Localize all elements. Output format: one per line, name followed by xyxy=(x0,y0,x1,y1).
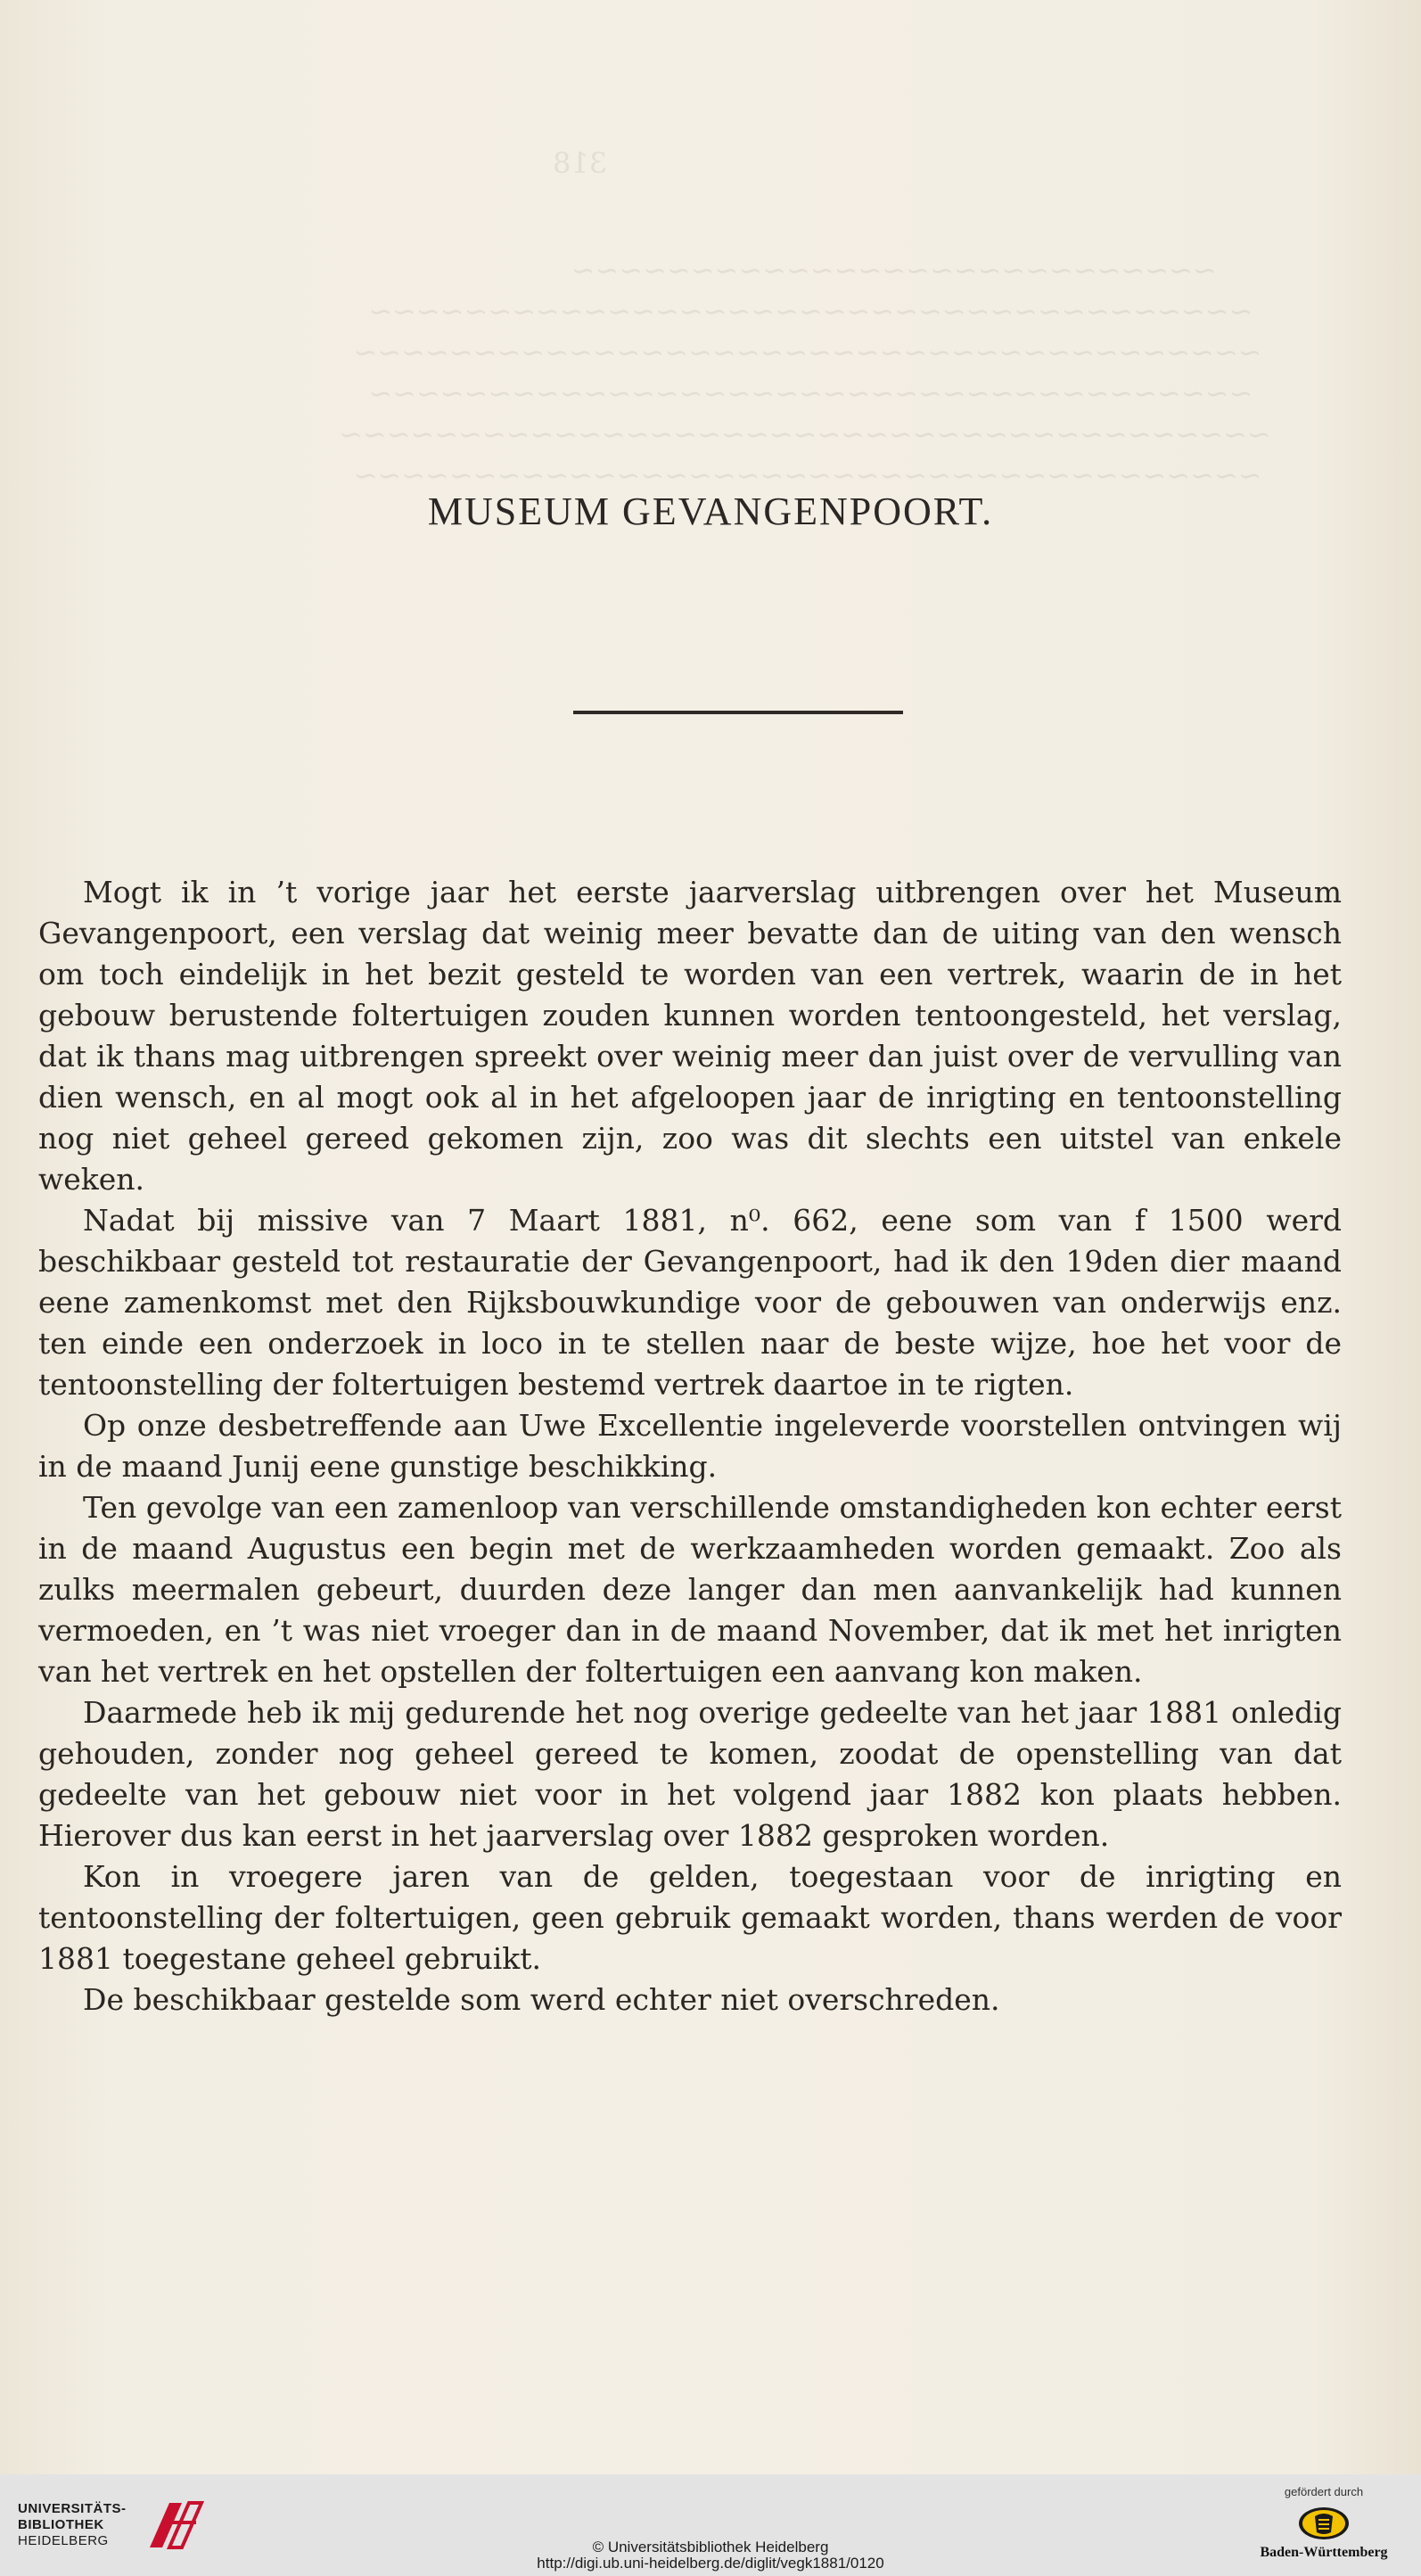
copyright-notice: © Universitätsbibliothek Heidelberg xyxy=(592,2539,829,2555)
title-divider xyxy=(573,711,903,714)
library-name-line: BIBLIOTHEK xyxy=(18,2517,104,2532)
bleed-through-text: ~~~~~~~~~~~~~~~~~~~~~~~~~~~ ~~~~~~~~~~~~~~~~~~~~~~~~~~~~~~~~~~~~~ ~~~~~~~~~~~~~~~~~~~~~~~~~~~~~~~~~~~~~~ ~~~~~~~~~~~~~~~~~~~~~~~~~~~~~~~~~~~~~ ~~~~~~~~~~~~~~~~~~~~~~~~~~~~~~~~~~~~~~~ ~~~~~~~~~~~~~~~~~~~~~~~~~~~~~~~~~~~~~~ xyxy=(339,253,1271,492)
paragraph: Ten gevolge van een zamenloop van verschillende omstandigheden kon echter eerst in de maand Augustus een begin met de werkzaamheden worden gemaakt. Zoo als zulks meermalen gebeurt, duurden deze langer dan men aanvankelijk had kunnen vermoeden, en ’t was niet vroeger dan in de maand November, dat ik met het inrigten van het vertrek en het opstellen der foltertuigen een aanvang kon maken. xyxy=(38,1490,1342,1689)
library-name-line: HEIDELBERG xyxy=(18,2533,109,2548)
funded-by-label: gefördert durch xyxy=(1284,2485,1364,2498)
bleed-through-text: 318 xyxy=(553,146,662,180)
document-body xyxy=(38,872,1342,2020)
viewer-footer xyxy=(0,2474,1421,2576)
paragraph: Kon in vroegere jaren van de gelden, toegestaan voor de inrigting en tentoonstelling der foltertuigen, geen gebruik gemaakt worden, thans werden de voor 1881 toegestane geheel gebruikt. xyxy=(38,1859,1342,1976)
paragraph: Nadat bij missive van 7 Maart 1881, n⁰. 662, eene som van f 1500 werd beschikbaar gesteld tot restauratie der Gevangenpoort, had ik den 19den dier maand eene zamenkomst met den Rijksbouwkundige voor de gebouwen van onderwijs enz. ten einde een onderzoek in loco in te stellen naar de beste wijze, hoe het voor de tentoonstelling der foltertuigen bestemd vertrek daartoe in te rigten. xyxy=(38,1203,1342,1402)
paragraph: Mogt ik in ’t vorige jaar het eerste jaarverslag uitbrengen over het Museum Gevangenpoort, een verslag dat weinig meer bevatte dan de uiting van den wensch om toch eindelijk in het bezit gesteld te worden van een vertrek, waarin de in het gebouw berustende foltertuigen zouden kunnen worden tentoongesteld, het verslag, dat ik thans mag uitbrengen spreekt over weinig meer dan juist over de vervulling van dien wensch, en al mogt ook al in het afgeloopen jaar de inrigting en tentoonstelling nog niet geheel gereed gekomen zijn, zoo was dit slechts een uitstel van enkele weken. xyxy=(38,875,1342,1197)
state-name: Baden-Württemberg xyxy=(1260,2545,1388,2560)
paragraph: Op onze desbetreffende aan Uwe Excellentie ingeleverde voorstellen ontvingen wij in de maand Junij eene gunstige beschikking. xyxy=(38,1408,1342,1484)
permalink-url[interactable]: http://digi.ub.uni-heidelberg.de/diglit/vegk1881/0120 xyxy=(537,2555,884,2572)
paragraph: De beschikbaar gestelde som werd echter niet overschreden. xyxy=(83,1982,1000,2017)
library-name-line: UNIVERSITÄTS- xyxy=(18,2501,127,2516)
copyright-block xyxy=(0,2539,1421,2572)
funding-logo[interactable] xyxy=(1244,2485,1404,2572)
state-crest-icon xyxy=(1297,2506,1351,2541)
paragraph: Daarmede heb ik mij gedurende het nog overige gedeelte van het jaar 1881 onledig gehouden, zonder nog geheel gereed te komen, zoodat de openstelling van dat gedeelte van het gebouw niet voor in het volgend jaar 1882 kon plaats hebben. Hierover dus kan eerst in het jaarverslag over 1882 gesproken worden. xyxy=(38,1695,1342,1853)
page-title: MUSEUM GEVANGENPOORT. xyxy=(427,490,994,533)
